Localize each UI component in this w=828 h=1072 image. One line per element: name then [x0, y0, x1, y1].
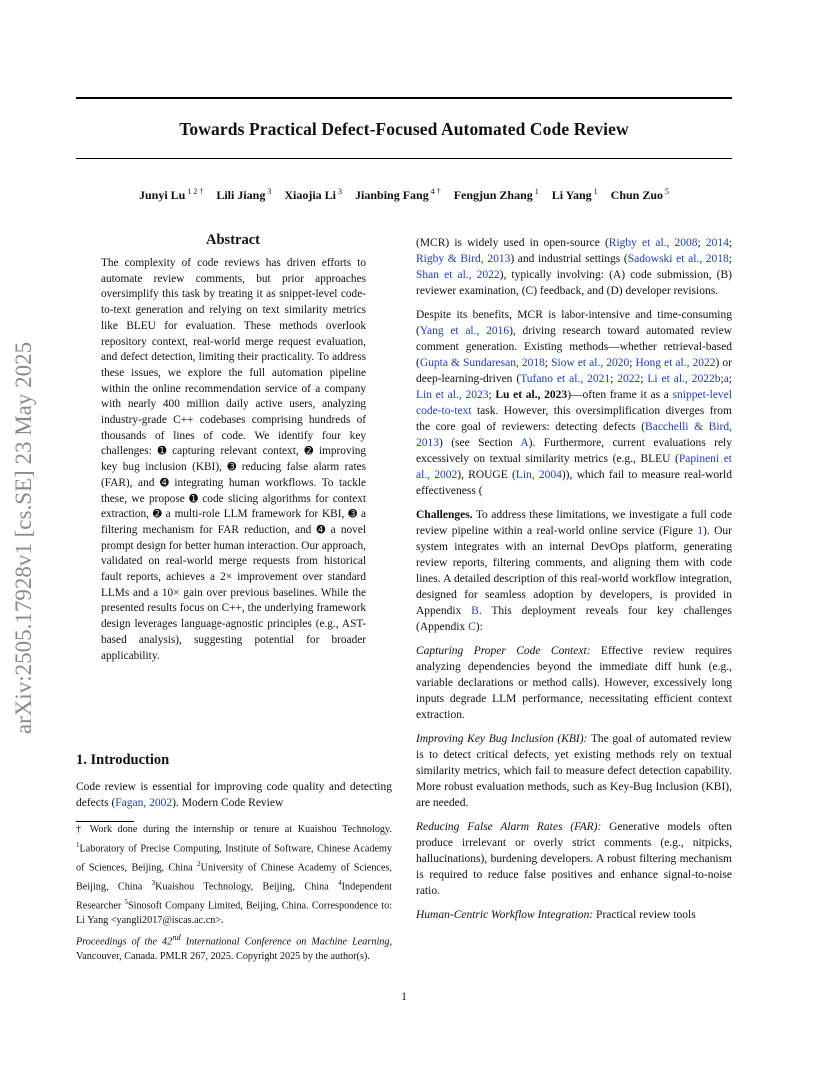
paragraph-far: Reducing False Alarm Rates (FAR): Generative models often produce irrelevant or overly strict comments (e.g., nitpicks, hallucinations), burdening developers. A robust filtering mechanism is required to reduce false positives and enhance signal-to-noise ratio.: [416, 821, 732, 897]
citation-link[interactable]: A: [520, 437, 529, 449]
right-column: [416, 235, 732, 931]
number-2-icon: ➋: [152, 508, 162, 521]
appendix-link[interactable]: C: [468, 621, 476, 633]
citation-link[interactable]: a: [723, 373, 729, 385]
number-1-icon: ➊: [189, 492, 198, 505]
author: Chun Zuo $^5$: [610, 187, 670, 202]
proceedings-notice: Proceedings of the 42nd International Conference on Machine Learning, Vancouver, Canada. PMLR 267, 2025. Copyright 2025 by the author(s).: [76, 932, 393, 962]
citation-link[interactable]: 2022: [617, 373, 641, 385]
appendix-link[interactable]: B: [471, 605, 479, 617]
citation-link[interactable]: Tufano et al., 2021: [520, 373, 611, 385]
citation-link[interactable]: 2014: [705, 237, 729, 249]
paragraph-kbi: Improving Key Bug Inclusion (KBI): The goal of automated review is to detect critical defects, yet existing methods rely on textual similarity metrics, which fail to measure defect detection capability. More robust evaluation methods, such as Key-Bug Inclusion (KBI), are needed.: [416, 733, 732, 809]
title-rule-bottom: [76, 158, 732, 159]
number-2-icon: ➋: [304, 445, 314, 458]
section-heading-introduction: 1. Introduction: [76, 752, 170, 768]
citation-link[interactable]: Lin et al., 2023: [416, 389, 489, 401]
affiliation-footnote: † Work done during the internship or tenure at Kuaishou Technology. $^1$Laboratory of Precise Computing, Institute of Software, Chinese Academy of Sciences, Beijing, China $^2$University of Chinese Academy of Sciences, Beijing, China $^3$Kuaishou Technology, Beijing, China $^4$Independent Researcher $^5$Sinosoft Company Limited, Beijing, China. Correspondence to: Li Yang <yangli2017@iscas.ac.cn>.: [76, 824, 392, 926]
number-4-icon: ➍: [316, 523, 326, 536]
paragraph-despite: Despite its benefits, MCR is labor-intensive and time-consuming (Yang et al., 2016), driving research toward automated review comment generation. Existing methods—whether retrieval-based (Gupta & Sundaresan, 2018; Siow et al., 2020; Hong et al., 2022) or deep-learning-driven (Tufano et al., 2021; 2022; Li et al., 2022b;a; Lin et al., 2023; Lu et al., 2023)—often frame it as a snippet-level code-to-text task. However, this oversimplification diverges from the core goal of reviewers: detecting defects (Bacchelli & Bird, 2013) (see Section A). Furthermore, current evaluations rely excessively on textual similarity metrics (e.g., BLEU (Papineni et al., 2002), ROUGE (Lin, 2004)), which fail to measure real-world effectiveness (: [416, 309, 733, 497]
citation-link[interactable]: Papineni et al., 2002: [416, 453, 732, 481]
footnote-separator: [76, 821, 134, 822]
citation-link[interactable]: Rigby et al., 2008: [608, 237, 698, 249]
citation-link[interactable]: Shan et al., 2022: [416, 269, 500, 281]
paragraph-challenges: Challenges. To address these limitations, we investigate a full code review pipeline within a real-world online service (Figure 1). Our system integrates with an internal DevOps platform, generating review reports, filtering comments, and aligning them with code lines. A detailed description of this real-world workflow integration, designed for seamless adoption by developers, is provided in Appendix B. This deployment reveals four key challenges (Appendix C):: [416, 509, 732, 633]
number-4-icon: ➍: [159, 476, 169, 489]
citation-link[interactable]: Sadowski et al., 2018: [627, 253, 729, 265]
title-rule-top: [76, 97, 732, 99]
page-number: 1: [401, 991, 407, 1003]
abstract-text: The complexity of code reviews has driven efforts to automate review comments, but prior approaches oversimplify this task by treating it as snippet-level code-to-text generation and relying on text similarity metrics like BLEU for evaluation. These methods overlook repository context, real-world merge request evaluation, and defect detection, limiting their practicality. To address these issues, we explore the full automation pipeline within the online recommendation service of a company with nearly 400 million daily active users, analyzing industry-grade C++ codebases comprising hundreds of thousands of lines of code. We identify four key challenges: ➊ capturing relevant context, ➋ improving key bug inclusion (KBI), ➌ reducing false alarm rates (FAR), and ➍ integrating human workflows. To tackle these, we propose ➊ code slicing algorithms for context extraction, ➋ a multi-role LLM framework for KBI, ➌ a filtering mechanism for FAR reduction, and ➍ a novel prompt design for better human interaction. Our approach, validated on real-world merge requests from historical fault reports, achieves a 2× improvement over standard LLMs and a 10× gain over previous baselines. While the presented results focus on C++, the underlying framework design leverages language-agnostic principles (e.g., AST-based analysis), suggesting potential for broader applicability.: [101, 257, 367, 662]
author: Jianbing Fang $^{4 \dagger}$: [355, 187, 441, 202]
intro-paragraph: Code review is essential for improving code quality and detecting defects (Fagan, 2002). Modern Code Review: [76, 781, 392, 809]
author: Junyi Lu $^{1 2 \dagger}$: [138, 187, 204, 202]
paragraph-workflow: Human-Centric Workflow Integration: Practical review tools: [416, 909, 696, 921]
arxiv-identifier-stamp[interactable]: arXiv:2505.17928v1 [cs.SE] 23 May 2025: [11, 341, 36, 735]
author: Xiaojia Li $^3$: [284, 187, 343, 202]
citation-link[interactable]: snippet-level code-to-text: [416, 389, 732, 417]
section-link[interactable]: Bacchelli & Bird, 2013: [416, 421, 732, 449]
author: Fengjun Zhang $^1$: [453, 187, 539, 202]
paragraph-mcr: (MCR) is widely used in open-source (Rigby et al., 2008; 2014; Rigby & Bird, 2013) and industrial settings (Sadowski et al., 2018; Shan et al., 2022), typically involving: (A) code submission, (B) reviewer examination, (C) feedback, and (D) developer revisions.: [416, 237, 733, 297]
citation-link[interactable]: Li et al., 2022b: [647, 373, 721, 385]
citation-link[interactable]: Rigby & Bird, 2013: [416, 253, 511, 265]
citation-link[interactable]: Gupta & Sundaresan, 2018: [419, 357, 545, 369]
paper-title: Towards Practical Defect-Focused Automated Code Review: [179, 119, 629, 139]
citation-link[interactable]: Fagan, 2002: [115, 797, 173, 809]
author-list: [60, 187, 748, 203]
number-1-icon: ➊: [157, 445, 167, 458]
figure-link[interactable]: 1: [697, 525, 703, 537]
author: Li Yang $^1$: [551, 187, 598, 202]
paragraph-context: Capturing Proper Code Context: Effective review requires analyzing dependencies beyond the immediate diff hunk (e.g., variable declarations or method calls). However, excessively long inputs degrade LLM performance, necessitating efficient context extraction.: [416, 645, 732, 721]
citation-link[interactable]: Yang et al., 2016: [419, 325, 510, 337]
number-3-icon: ➌: [227, 461, 237, 474]
citation-link[interactable]: Siow et al., 2020: [551, 357, 630, 369]
citation-link[interactable]: Lin, 2004: [515, 469, 562, 481]
citation-link[interactable]: Hong et al., 2022: [635, 357, 716, 369]
author: Lili Jiang $^3$: [216, 187, 272, 202]
number-3-icon: ➌: [348, 508, 358, 521]
abstract-heading: Abstract: [206, 232, 260, 248]
